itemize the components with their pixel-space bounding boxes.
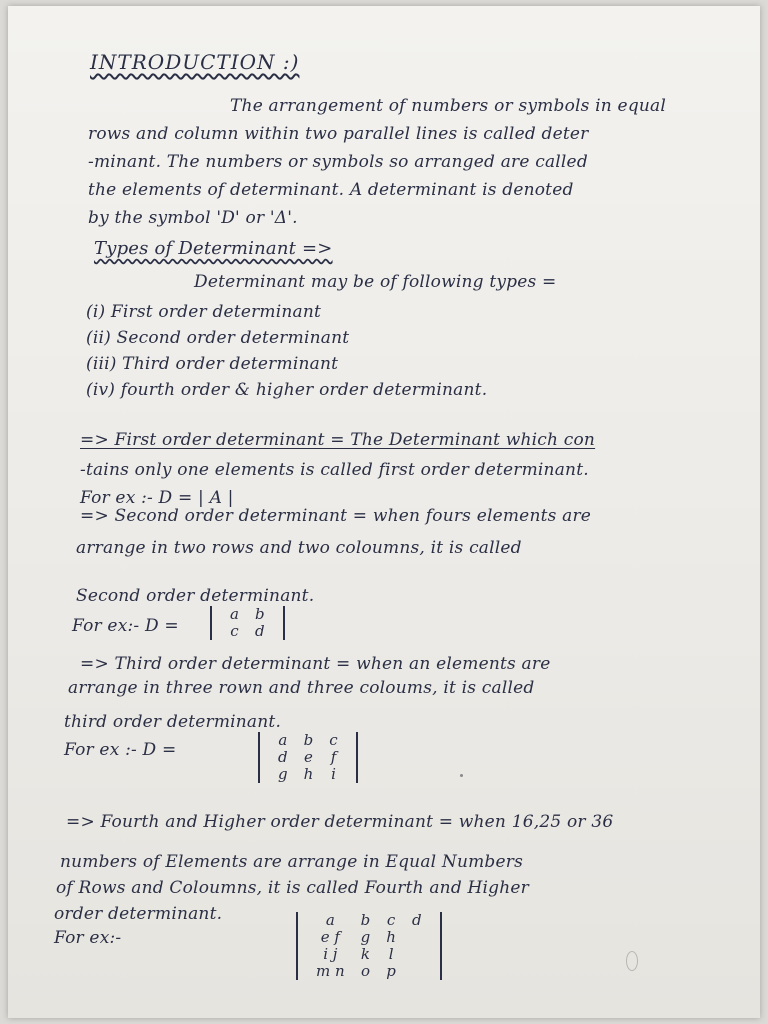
matrix-cell: i j (323, 945, 338, 963)
third-order-example-label: For ex :- D = (64, 740, 177, 760)
second-order-matrix (210, 606, 285, 640)
fourth-order-line-1: => Fourth and Higher order determinant = when 16,25 or 36 (66, 812, 614, 832)
matrix-cell (404, 963, 430, 980)
second-order-line-3: Second order determinant. (76, 586, 315, 606)
types-intro: Determinant may be of following types = (194, 272, 557, 292)
third-order-line-3: third order determinant. (64, 712, 282, 732)
intro-line-3: -minant. The numbers or symbols so arranged are called (88, 152, 588, 172)
matrix-cell: e (304, 748, 313, 766)
fourth-order-line-2: numbers of Elements are arrange in Equal Numbers (60, 852, 524, 872)
faint-pen-mark (626, 951, 638, 971)
intro-line-4: the elements of determinant. A determinant is denoted (88, 180, 574, 200)
intro-title: INTRODUCTION :) (90, 50, 300, 74)
matrix-cell: d (411, 911, 422, 929)
matrix-cell: d (278, 748, 288, 766)
matrix-cell: k (360, 945, 370, 963)
types-item-1: (i) First order determinant (86, 302, 322, 322)
notebook-page (8, 6, 760, 1018)
matrix-cell: e f (320, 928, 340, 946)
matrix-cell: a (278, 731, 288, 749)
first-order-example: For ex :- D = | A | (80, 488, 234, 508)
matrix-cell: i (331, 765, 336, 783)
matrix-cell: g (278, 765, 288, 783)
second-order-line-2: arrange in two rows and two coloumns, it is called (76, 538, 522, 558)
intro-line-5: by the symbol 'D' or 'Δ'. (88, 208, 298, 228)
intro-line-2: rows and column within two parallel lines is called deter (88, 124, 589, 144)
fourth-order-line-4: order determinant. (54, 904, 223, 924)
matrix-cell: f (330, 748, 337, 766)
matrix-cell: o (360, 962, 370, 980)
matrix-cell: c (386, 911, 396, 929)
matrix-cell: a (230, 605, 239, 623)
fourth-order-line-3: of Rows and Coloumns, it is called Fourth and Higher (56, 878, 530, 898)
matrix-cell: l (388, 945, 394, 963)
matrix-cell: p (386, 962, 396, 980)
pen-dot (460, 774, 463, 777)
first-order-line-2: -tains only one elements is called first order determinant. (80, 460, 589, 480)
matrix-cell: a (325, 911, 335, 929)
second-order-example-label: For ex:- D = (72, 616, 179, 636)
types-item-4: (iv) fourth order & higher order determinant. (86, 380, 488, 400)
matrix-cell: b (360, 911, 371, 929)
fourth-order-example-label: For ex:- (54, 928, 122, 948)
matrix-cell: b (254, 605, 265, 623)
types-item-2: (ii) Second order determinant (86, 328, 350, 348)
matrix-cell: c (329, 731, 338, 749)
matrix-cell: g (360, 928, 371, 946)
second-order-line-1: => Second order determinant = when fours elements are (80, 506, 592, 526)
third-order-line-2: arrange in three rown and three coloums, it is called (68, 678, 535, 698)
fourth-order-matrix (296, 912, 442, 980)
matrix-cell: m n (316, 962, 345, 980)
matrix-cell: b (303, 731, 314, 749)
first-order-line-1: => First order determinant = The Determinant which con (80, 430, 596, 450)
types-heading: Types of Determinant => (94, 238, 333, 259)
matrix-cell: h (303, 765, 314, 783)
matrix-cell: c (230, 622, 239, 640)
matrix-cell: d (254, 622, 265, 640)
matrix-cell: h (386, 928, 396, 946)
intro-line-1: The arrangement of numbers or symbols in equal (230, 96, 667, 116)
third-order-matrix (258, 732, 358, 783)
matrix-cell (404, 929, 430, 946)
types-item-3: (iii) Third order determinant (86, 354, 339, 374)
third-order-line-1: => Third order determinant = when an elements are (80, 654, 551, 674)
matrix-cell (404, 946, 430, 963)
